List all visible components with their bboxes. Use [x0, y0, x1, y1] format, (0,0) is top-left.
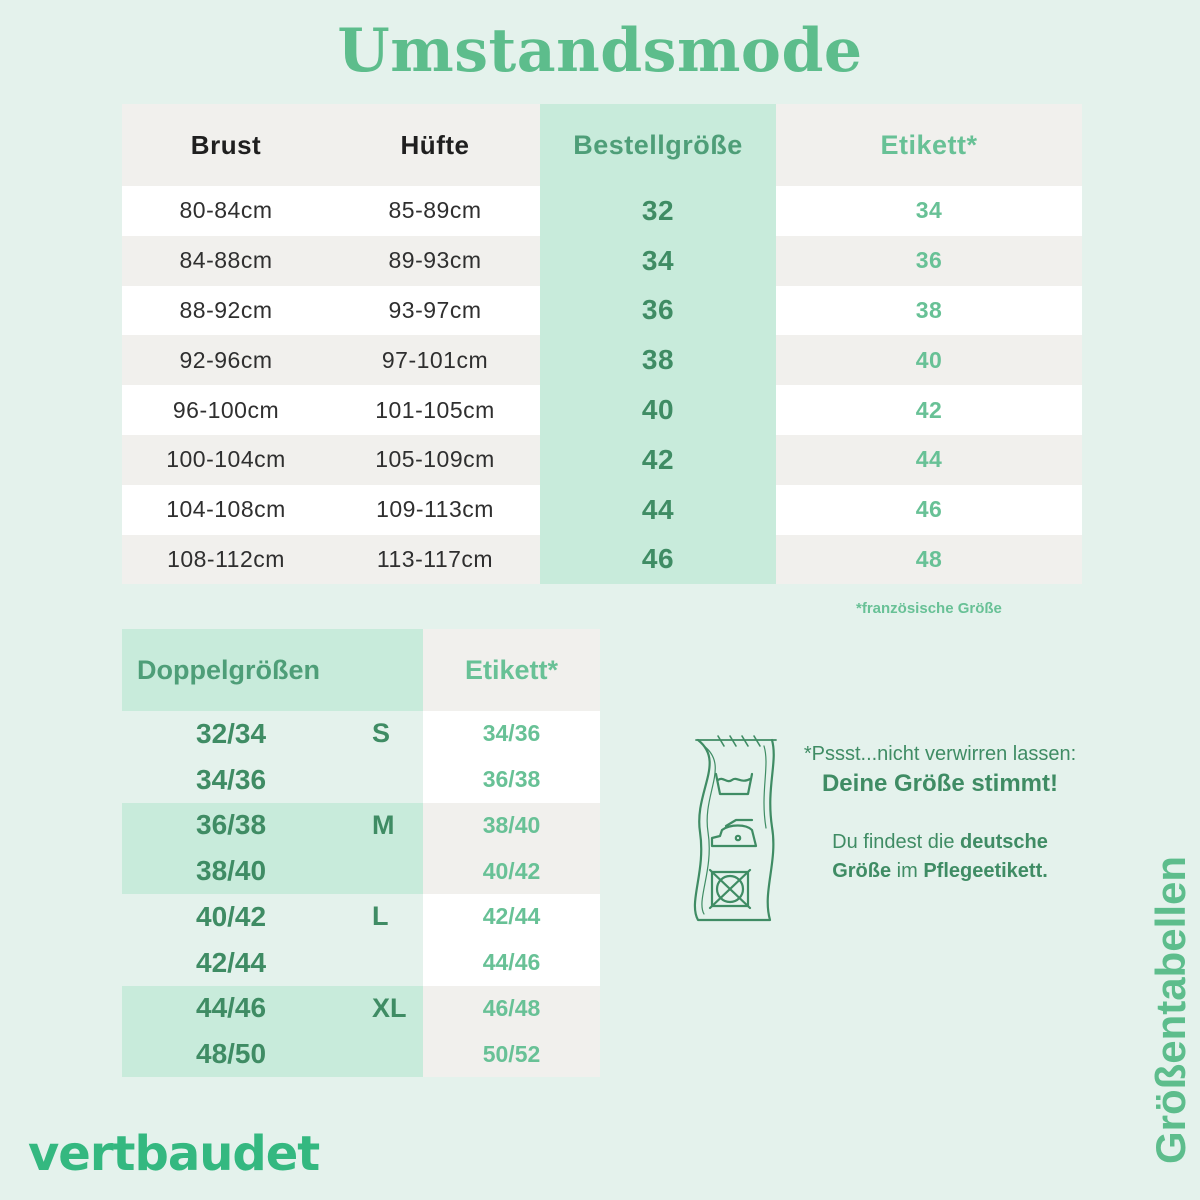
etikett-value: 40/42 — [423, 848, 600, 894]
etikett-cell: 34 — [776, 186, 1082, 236]
double-size-value: 34/36 — [196, 763, 267, 795]
brust-cell: 96-100cm — [122, 385, 330, 435]
brust-cell: 80-84cm — [122, 186, 330, 236]
etikett-value: 36/38 — [423, 757, 600, 803]
etikett-value: 46/48 — [423, 986, 600, 1032]
brust-cell: 88-92cm — [122, 286, 330, 336]
etikett-cell: 36 — [776, 236, 1082, 286]
bestellgroesse-cell: 32 — [540, 186, 776, 236]
table-row — [122, 986, 600, 1032]
letter-size: L — [372, 901, 389, 932]
table-row — [122, 485, 1082, 535]
huefte-cell: 113-117cm — [330, 535, 540, 585]
note-highlight: Deine Größe stimmt! — [821, 770, 1059, 797]
table-row — [122, 757, 600, 803]
note-detail: Du findest die deutsche Größe im Pflegeetikett. — [832, 831, 1048, 882]
no-tumble-dry-icon — [710, 870, 750, 908]
size-table — [122, 104, 1082, 584]
etikett-value: 42/44 — [423, 894, 600, 940]
etikett-value: 34/36 — [423, 711, 600, 757]
table-row — [122, 385, 1082, 435]
letter-size: S — [372, 718, 391, 749]
double-size-value: 42/44 — [196, 946, 267, 978]
care-label-icon — [686, 732, 786, 932]
header-huefte: Hüfte — [330, 104, 540, 186]
letter-size: M — [372, 809, 395, 840]
etikett-cell: 44 — [776, 435, 1082, 485]
etikett-cell: 40 — [776, 335, 1082, 385]
brand-logo: vertbaudet — [28, 1126, 320, 1182]
iron-icon — [712, 820, 756, 846]
huefte-cell: 101-105cm — [330, 385, 540, 435]
letter-size: XL — [372, 992, 407, 1023]
header-doppelgroessen: Doppelgrößen — [122, 629, 423, 711]
table-row — [122, 803, 600, 849]
double-size-value: 38/40 — [196, 855, 267, 887]
table-row — [122, 848, 600, 894]
etikett-cell: 42 — [776, 385, 1082, 435]
huefte-cell: 85-89cm — [330, 186, 540, 236]
brust-cell: 104-108cm — [122, 485, 330, 535]
bestellgroesse-cell: 36 — [540, 286, 776, 336]
bestellgroesse-cell: 42 — [540, 435, 776, 485]
footnote: *französische Größe — [856, 600, 1002, 617]
bestellgroesse-cell: 46 — [540, 535, 776, 585]
size-table-header — [122, 104, 1082, 186]
bestellgroesse-cell: 44 — [540, 485, 776, 535]
huefte-cell: 109-113cm — [330, 485, 540, 535]
bestellgroesse-cell: 40 — [540, 385, 776, 435]
double-size-value: 36/38 — [196, 809, 267, 841]
etikett-cell: 48 — [776, 535, 1082, 585]
header-bestellgroesse: Bestellgröße — [540, 104, 776, 186]
note-intro: *Pssst...nicht verwirren lassen: — [803, 743, 1077, 765]
etikett-cell: 46 — [776, 485, 1082, 535]
double-size-value: 32/34 — [196, 717, 267, 749]
table-row — [122, 236, 1082, 286]
side-label: Größentabellen — [1147, 855, 1194, 1165]
wash-icon — [716, 774, 752, 794]
double-size-value: 44/46 — [196, 992, 267, 1024]
table-row — [122, 335, 1082, 385]
table-row — [122, 711, 600, 757]
etikett-cell: 38 — [776, 286, 1082, 336]
table-row — [122, 535, 1082, 585]
header-brust: Brust — [122, 104, 330, 186]
brust-cell: 100-104cm — [122, 435, 330, 485]
table-row — [122, 1031, 600, 1077]
page-title: Umstandsmode — [337, 16, 863, 86]
double-size-value: 48/50 — [196, 1038, 267, 1070]
huefte-cell: 97-101cm — [330, 335, 540, 385]
table-row — [122, 435, 1082, 485]
table-row — [122, 286, 1082, 336]
etikett-value: 44/46 — [423, 940, 600, 986]
bestellgroesse-cell: 34 — [540, 236, 776, 286]
brust-cell: 108-112cm — [122, 535, 330, 585]
double-size-header — [122, 629, 600, 711]
double-size-table — [122, 629, 600, 1077]
etikett-value: 50/52 — [423, 1031, 600, 1077]
bestellgroesse-cell: 38 — [540, 335, 776, 385]
huefte-cell: 89-93cm — [330, 236, 540, 286]
etikett-value: 38/40 — [423, 803, 600, 849]
brust-cell: 92-96cm — [122, 335, 330, 385]
table-row — [122, 186, 1082, 236]
header-etikett-double: Etikett* — [423, 629, 600, 711]
table-row — [122, 940, 600, 986]
double-size-value: 40/42 — [196, 900, 267, 932]
size-note — [800, 740, 1080, 886]
huefte-cell: 93-97cm — [330, 286, 540, 336]
huefte-cell: 105-109cm — [330, 435, 540, 485]
brust-cell: 84-88cm — [122, 236, 330, 286]
table-row — [122, 894, 600, 940]
header-etikett: Etikett* — [776, 104, 1082, 186]
